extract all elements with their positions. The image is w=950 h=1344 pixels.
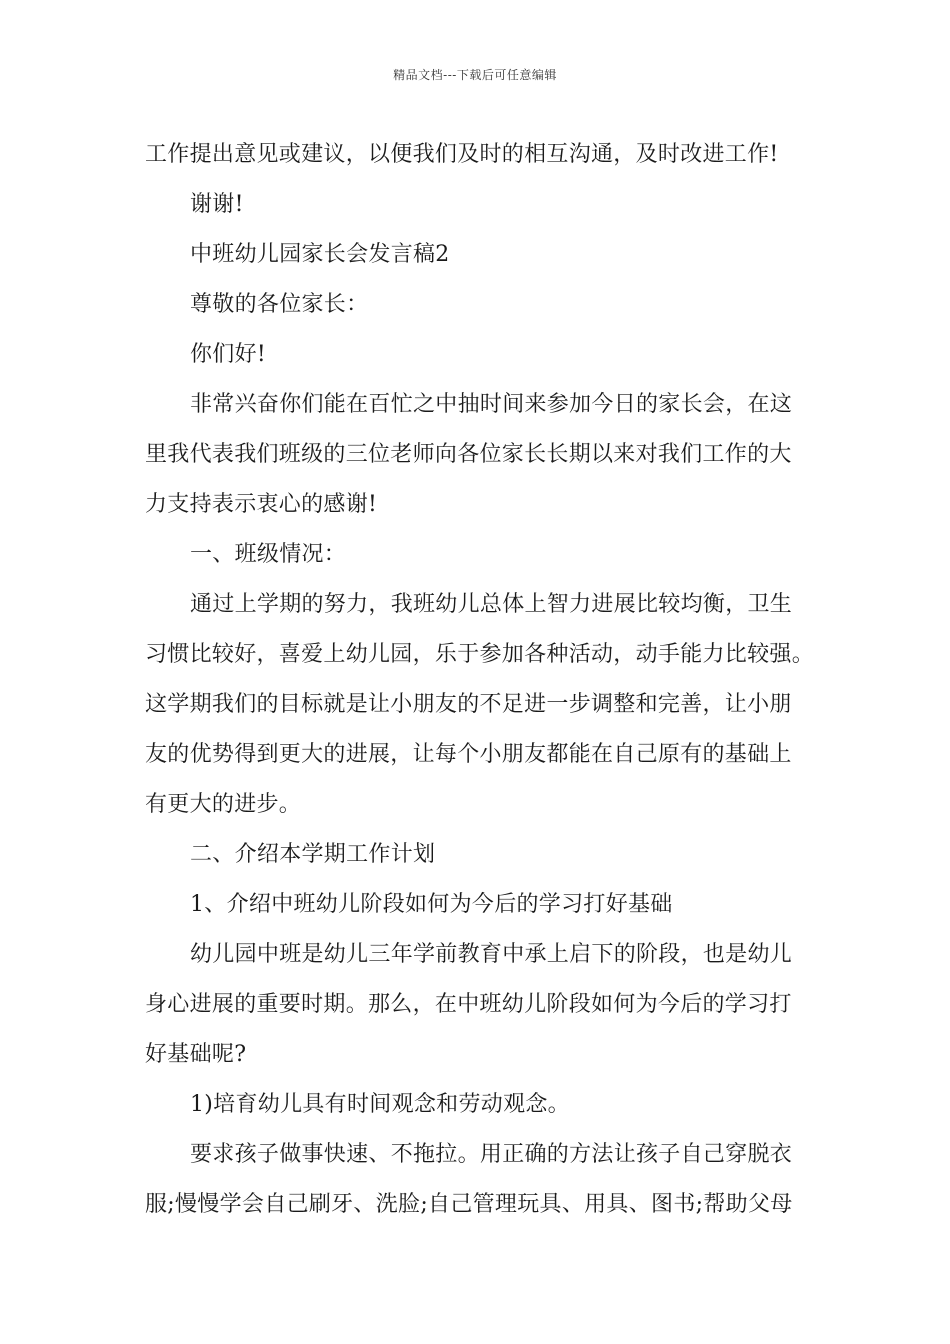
text-line: 习惯比较好，喜爱上幼儿园，乐于参加各种活动，动手能力比较强。 <box>145 642 815 667</box>
text-line: 谢谢! <box>190 192 244 217</box>
salutation: 尊敬的各位家长： <box>190 292 369 317</box>
text-line: 里我代表我们班级的三位老师向各位家长长期以来对我们工作的大 <box>145 442 792 467</box>
section-title: 中班幼儿园家长会发言稿2 <box>190 242 450 267</box>
text-line: 好基础呢? <box>145 1042 247 1067</box>
text-line: 有更大的进步。 <box>145 792 302 817</box>
text-line: 非常兴奋你们能在百忙之中抽时间来参加今日的家长会，在这 <box>190 392 793 417</box>
section-heading: 二、介绍本学期工作计划 <box>190 842 436 867</box>
section-heading: 一、班级情况： <box>190 542 347 567</box>
text-line: 这学期我们的目标就是让小朋友的不足进一步调整和完善，让小朋 <box>145 692 792 717</box>
text-line: 友的优势得到更大的进展，让每个小朋友都能在自己原有的基础上 <box>145 742 792 767</box>
text-line: 身心进展的重要时期。那么，在中班幼儿阶段如何为今后的学习打 <box>145 992 792 1017</box>
text-line: 通过上学期的努力，我班幼儿总体上智力进展比较均衡，卫生 <box>190 592 793 617</box>
list-item-heading: 1)培育幼儿具有时间观念和劳动观念。 <box>190 1092 570 1117</box>
page-header: 精品文档---下载后可任意编辑 <box>393 68 557 82</box>
subsection-heading: 1、介绍中班幼儿阶段如何为今后的学习打好基础 <box>190 892 673 917</box>
text-line: 服;慢慢学会自己刷牙、洗脸;自己管理玩具、用具、图书;帮助父母 <box>145 1192 793 1217</box>
greeting: 你们好! <box>190 342 267 367</box>
text-line: 幼儿园中班是幼儿三年学前教育中承上启下的阶段，也是幼儿 <box>190 942 793 967</box>
document-body <box>145 130 815 1230</box>
text-line: 要求孩子做事快速、不拖拉。用正确的方法让孩子自己穿脱衣 <box>190 1142 793 1167</box>
text-line: 工作提出意见或建议，以便我们及时的相互沟通，及时改进工作! <box>145 142 779 167</box>
text-line: 力支持表示衷心的感谢! <box>145 492 378 517</box>
